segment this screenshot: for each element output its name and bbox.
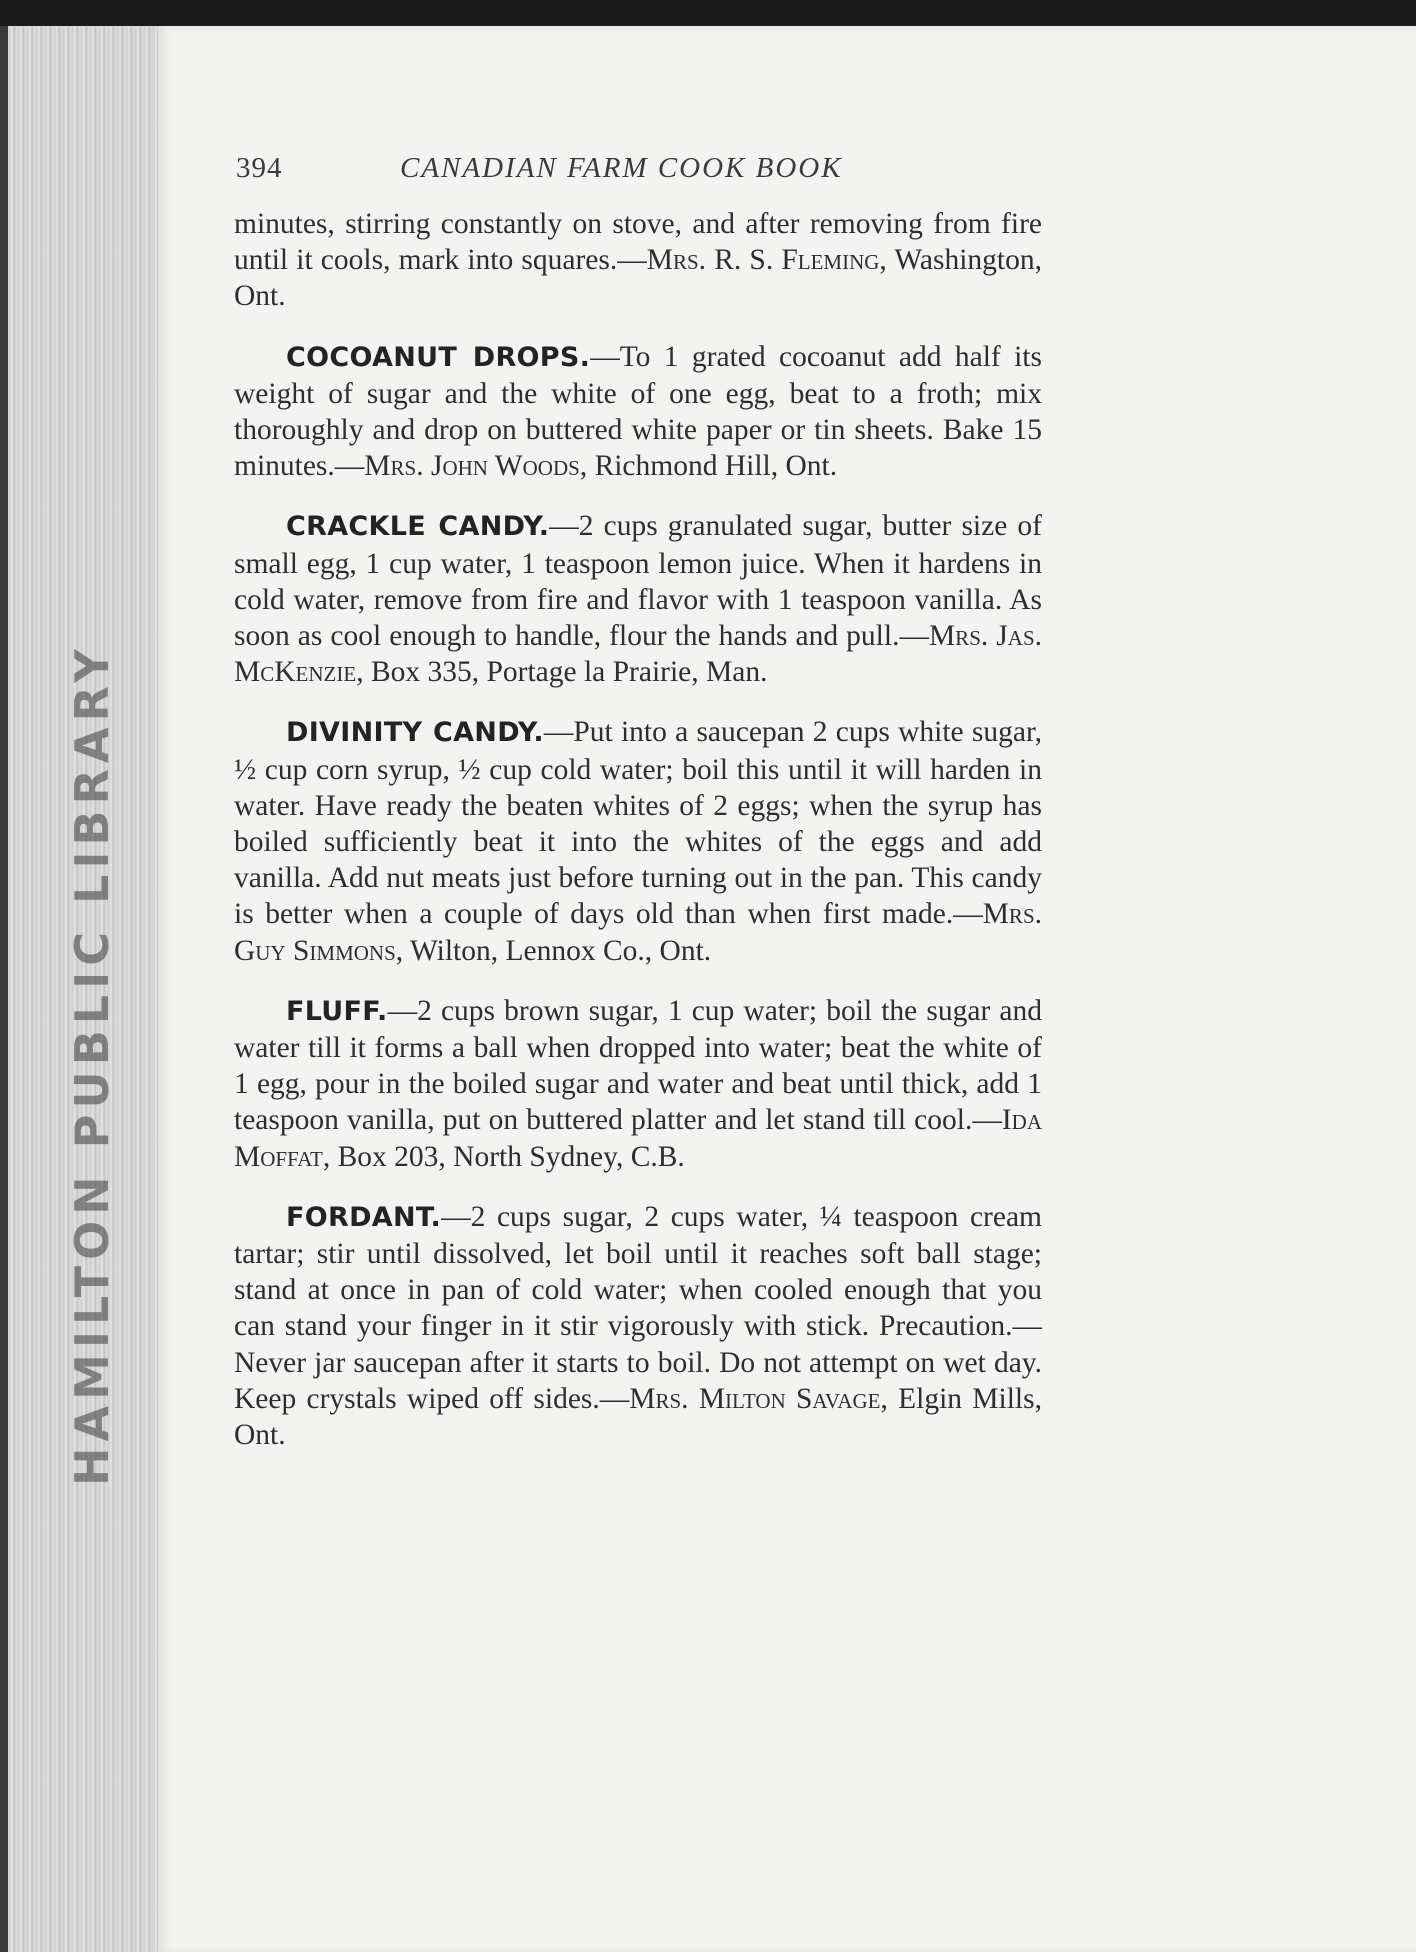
recipe-title: FLUFF. <box>286 995 388 1027</box>
recipe-body: —2 cups granulated sugar, butter size of small egg, 1 cup water, 1 teaspoon lemon juice. When it hardens in cold water, remove from fire and flavor with 1 teaspoon vanilla. As soon as cool enough to handle, flour the hands and pull.— <box>234 510 1042 653</box>
recipe-title: FORDANT. <box>286 1201 442 1233</box>
recipe-credit: Ida Moffat <box>234 1104 1042 1173</box>
recipe-title: COCOANUT DROPS. <box>286 341 591 373</box>
recipe-body: —To 1 grated cocoanut add half its weight of sugar and the white of one egg, beat to a froth; mix thoroughly and drop on buttered white paper or tin sheets. Bake 15 minutes.— <box>234 340 1042 483</box>
recipe-place: , Richmond Hill, Ont. <box>579 450 838 483</box>
recipe-place: , Box 203, North Sydney, C.B. <box>322 1140 685 1173</box>
recipe-fluff <box>234 993 1042 1175</box>
recipe-divinity-candy <box>234 714 1042 968</box>
recipe-credit: Mrs. Jas. McKenzie <box>234 620 1042 689</box>
library-stamp-image <box>65 406 138 1506</box>
recipe-place: , Washington, Ont. <box>234 244 1042 313</box>
continuation-text: minutes, stirring constantly on stove, and after removing from fire until it cools, mark into squares.— <box>234 208 1042 277</box>
recipe-body: —2 cups brown sugar, 1 cup water; boil the sugar and water till it forms a ball when dropped into water; beat the white of 1 egg, pour in the boiled sugar and water and beat until thick, add 1 teaspoon vanilla, put on buttered platter and let stand till cool.— <box>234 994 1042 1137</box>
running-title: CANADIAN FARM COOK BOOK <box>400 152 843 184</box>
recipe-cocoanut-drops <box>234 339 1042 485</box>
recipe-place: , Wilton, Lennox Co., Ont. <box>395 934 712 967</box>
page-body <box>234 206 1042 1477</box>
recipe-body: —2 cups sugar, 2 cups water, ¼ teaspoon cream tartar; stir until dissolved, let boil until it reaches soft ball stage; stand at once in pan of cold water; when cooled enough that you can stand your finger in it stir vigorously with stick. Precaution.—Never jar saucepan after it starts to boil. Do not attempt on wet day. Keep crystals wiped off sides.— <box>234 1200 1042 1415</box>
page-number: 394 <box>236 152 283 184</box>
page-header <box>236 152 1046 198</box>
continuation-paragraph <box>234 206 1042 315</box>
book-page-edges <box>0 26 162 1952</box>
recipe-place: , Box 335, Portage la Prairie, Man. <box>356 656 768 689</box>
recipe-title: CRACKLE CANDY. <box>286 511 550 543</box>
recipe-title: DIVINITY CANDY. <box>286 717 544 749</box>
recipe-credit: Mrs. John Woods <box>364 450 580 483</box>
recipe-credit: Mrs. R. S. Fleming <box>646 244 880 277</box>
recipe-crackle-candy <box>234 508 1042 690</box>
recipe-place: , Elgin Mills, Ont. <box>234 1382 1042 1452</box>
recipe-body: —Put into a saucepan 2 cups white sugar, ½ cup corn syrup, ½ cup cold water; boil this until it will harden in water. Have ready the beaten whites of 2 eggs; when the syrup has boiled sufficiently beat it into the whites of the eggs and add vanilla. Add nut meats just before turning out in the pan. This candy is better when a couple of days old than when first made.— <box>234 716 1042 931</box>
recipe-credit: Mrs. Milton Savage <box>629 1382 881 1415</box>
recipe-fordant <box>234 1199 1042 1453</box>
svg-text:HAMILTON PUBLIC LIBRARY: HAMILTON PUBLIC LIBRARY <box>65 643 119 1486</box>
recipe-credit: Mrs. Guy Simmons <box>234 898 1042 967</box>
